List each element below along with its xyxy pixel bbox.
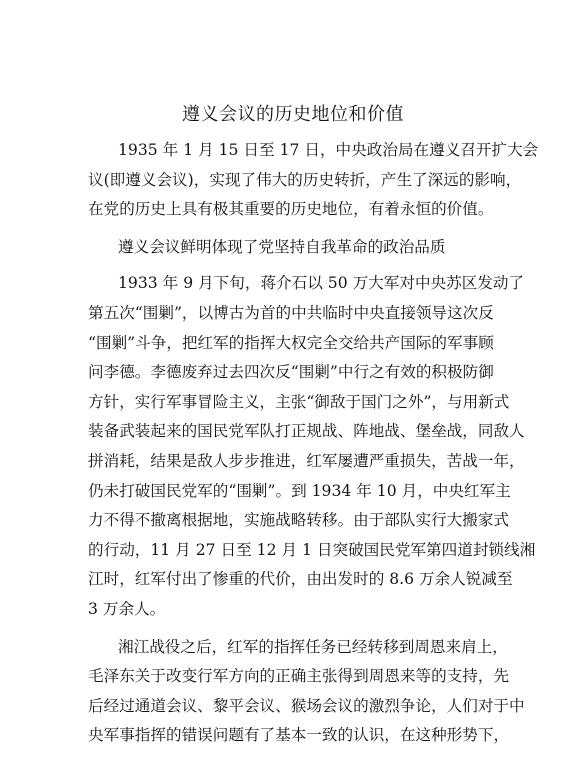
text-line: 后经过通道会议、黎平会议、猴场会议的激烈争论，人们对于中 — [88, 696, 525, 715]
text-line: 1933 年 9 月下旬，蒋介石以 50 万大军对中央苏区发动了 — [118, 274, 525, 293]
text-line: 议(即遵义会议)，实现了伟大的历史转折，产生了深远的影响， — [88, 170, 522, 189]
text-line: 江时，红军付出了惨重的代价，由出发时的 8.6 万余人锐减至 — [88, 570, 513, 589]
text-line: 拼消耗，结果是敌人步步推进，红军屡遭严重损失，苦战一年， — [88, 451, 525, 470]
section-heading — [88, 233, 506, 263]
paragraph-fifth-encirclement — [88, 269, 536, 624]
text-line: 的行动，11 月 27 日至 12 月 1 日突破国民党军第四道封锁线湘 — [88, 540, 536, 559]
text-line: 央军事指挥的错误问题有了基本一致的认识，在这种形势下， — [88, 726, 510, 745]
section-heading-text: 遵义会议鲜明体现了党坚持自我革命的政治品质 — [118, 237, 446, 256]
text-line: 1935 年 1 月 15 日至 17 日，中央政治局在遵义召开扩大会 — [118, 141, 539, 159]
document-body — [88, 136, 539, 751]
text-line: 第五次“围剿”，以博古为首的中共临时中央直接领导这次反 — [88, 303, 494, 322]
text-line: “围剿”斗争，把红军的指挥大权完全交给共产国际的军事顾 — [88, 333, 494, 352]
text-line: 湘江战役之后，红军的指挥任务已经转移到周恩来肩上， — [118, 637, 508, 656]
text-line: 装备武装起来的国民党军队打正规战、阵地战、堡垒战，同敌人 — [88, 422, 525, 441]
text-line: 在党的历史上具有极其重要的历史地位，有着永恒的价值。 — [88, 200, 494, 219]
text-line: 毛泽东关于改变行军方向的正确主张得到周恩来等的支持，先 — [88, 667, 510, 686]
text-line: 仍未打破国民党军的“围剿”。到 1934 年 10 月，中央红军主 — [88, 481, 511, 500]
text-line: 方针，实行军事冒险主义，主张“御敌于国门之外”，与用新式 — [88, 392, 510, 411]
paragraph-meeting-intro — [88, 136, 539, 225]
document-title: 遵义会议的历史地位和价值 — [182, 104, 404, 125]
text-line: 力不得不撤离根据地，实施战略转移。由于部队实行大搬家式 — [88, 511, 510, 530]
text-line: 3 万余人。 — [88, 599, 166, 618]
text-line: 问李德。李德废弃过去四次反“围剿”中行之有效的积极防御 — [88, 363, 494, 382]
paragraph-xiangjiang-aftermath — [88, 633, 525, 751]
